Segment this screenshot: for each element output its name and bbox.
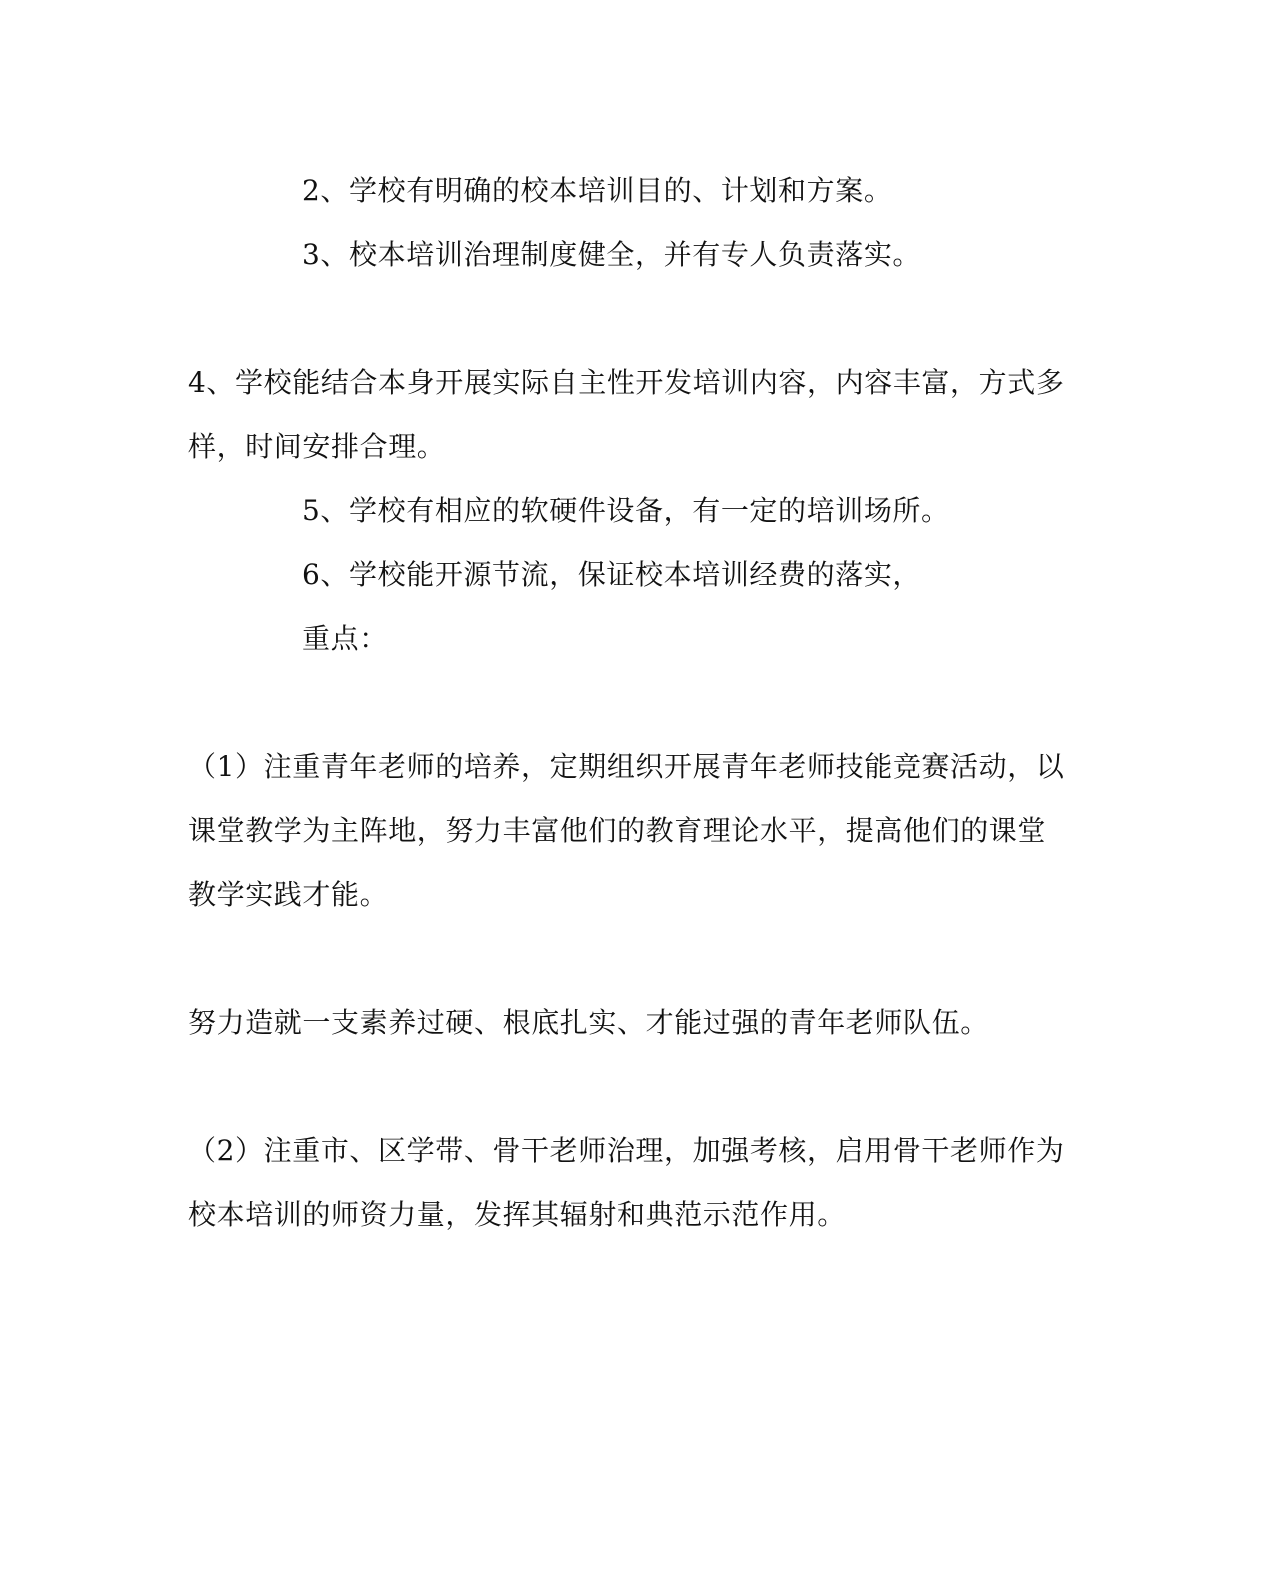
paragraph-item-5: 5、学校有相应的软硬件设备，有一定的培训场所。 (302, 494, 950, 527)
paragraph-item-4-line-2: 样，时间安排合理。 (188, 430, 446, 463)
key-points-heading: 重点： (302, 622, 388, 655)
paragraph-item-3: 3、校本培训治理制度健全，并有专人负责落实。 (302, 238, 922, 271)
key-item-1-line-3: 教学实践才能。 (188, 878, 389, 911)
key-item-1-line-1: （1）注重青年老师的培养，定期组织开展青年老师技能竞赛活动，以 (188, 750, 1065, 783)
key-item-1-line-2: 课堂教学为主阵地，努力丰富他们的教育理论水平，提高他们的课堂 (188, 814, 1047, 847)
key-item-1-continuation: 努力造就一支素养过硬、根底扎实、才能过强的青年老师队伍。 (188, 1006, 989, 1039)
key-item-2-line-2: 校本培训的师资力量，发挥其辐射和典范示范作用。 (188, 1198, 846, 1231)
key-item-2-line-1: （2）注重市、区学带、骨干老师治理，加强考核，启用骨干老师作为 (188, 1134, 1065, 1167)
paragraph-item-4-line-1: 4、学校能结合本身开展实际自主性开发培训内容，内容丰富，方式多 (188, 366, 1065, 399)
paragraph-item-2: 2、学校有明确的校本培训目的、计划和方案。 (302, 174, 893, 207)
paragraph-item-6: 6、学校能开源节流，保证校本培训经费的落实， (302, 558, 922, 591)
